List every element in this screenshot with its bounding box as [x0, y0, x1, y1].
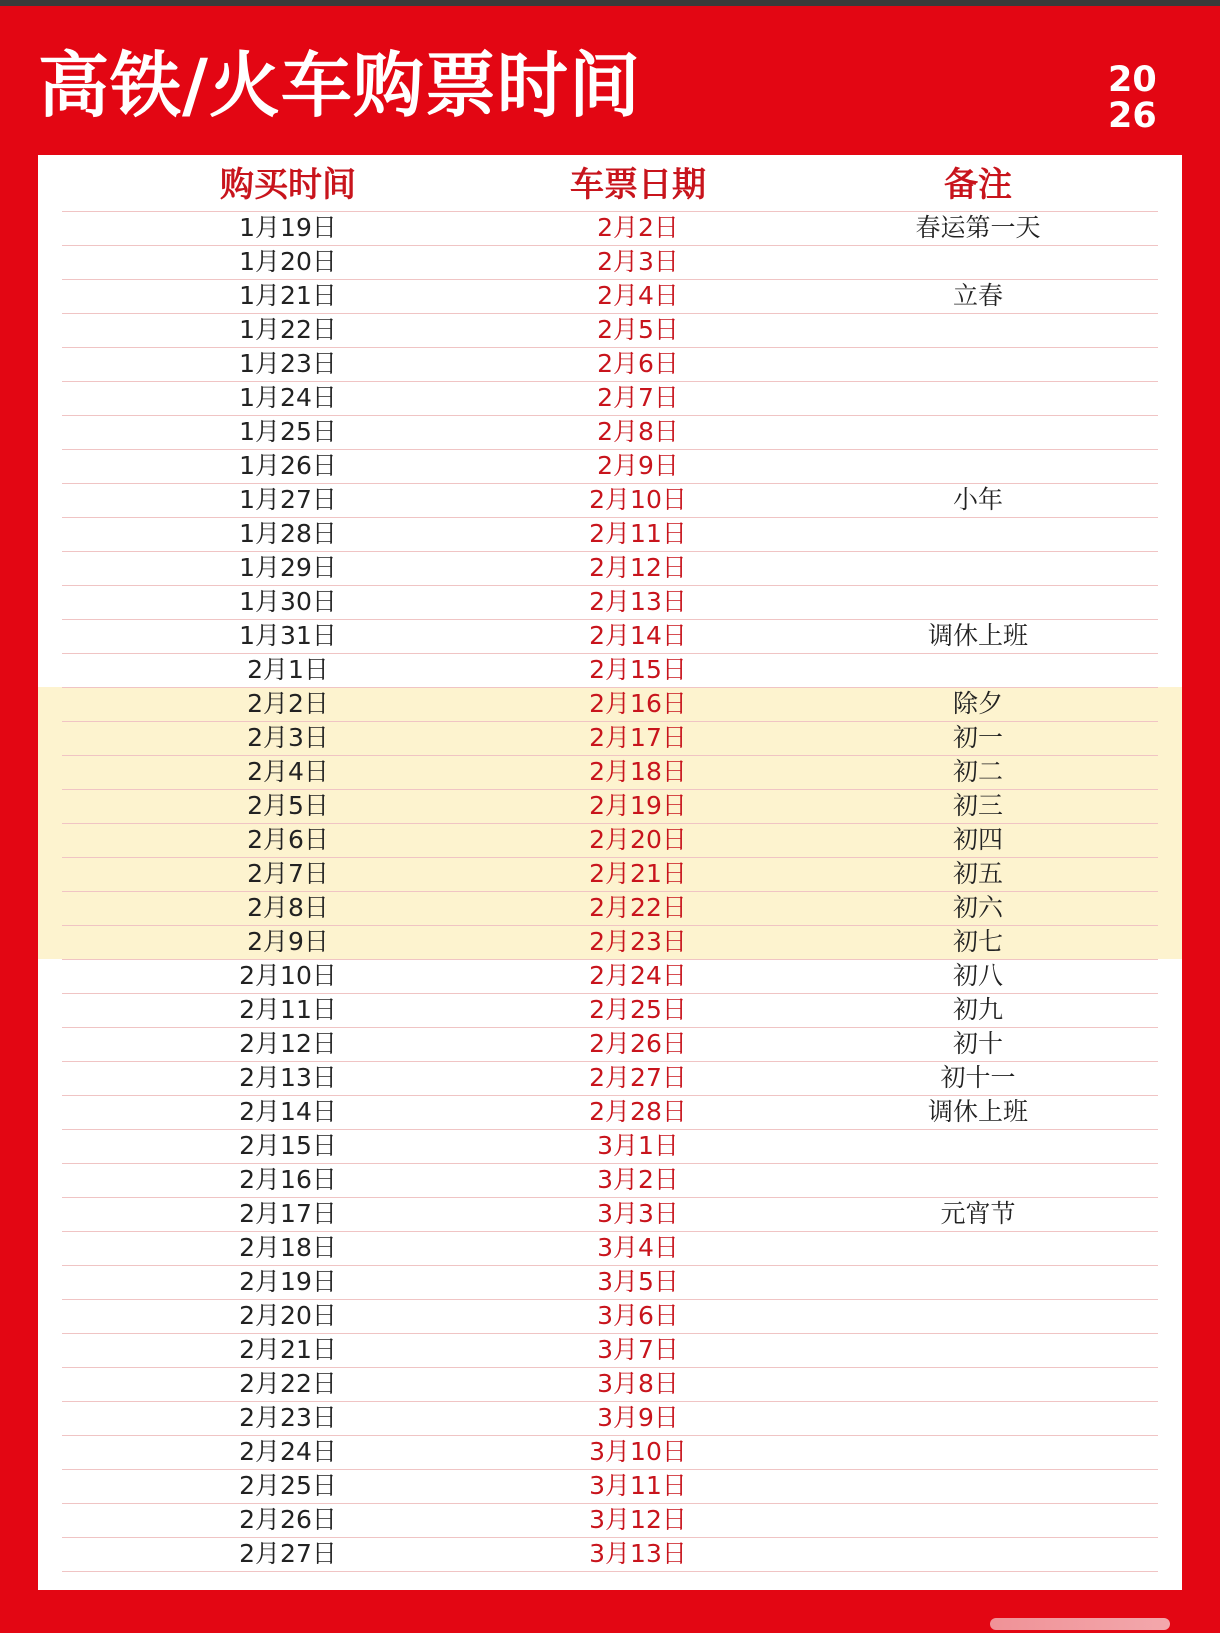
table-row: [38, 1265, 1182, 1299]
table-row: [38, 1401, 1182, 1435]
ticket-date-cell: 2月27日: [589, 1063, 687, 1092]
table-row: [38, 1435, 1182, 1469]
ticket-date-cell: 3月3日: [597, 1199, 679, 1228]
table-row: [38, 1163, 1182, 1197]
table-row: [38, 347, 1182, 381]
year-part-1: 20: [1108, 60, 1157, 100]
table-row: [38, 1027, 1182, 1061]
buy-date-cell: 2月9日: [247, 927, 329, 956]
buy-date-cell: 2月24日: [239, 1437, 337, 1466]
ticket-date-cell: 2月16日: [589, 689, 687, 718]
table-row: [38, 755, 1182, 789]
buy-date-cell: 1月20日: [239, 247, 337, 276]
buy-date-cell: 1月31日: [239, 621, 337, 650]
buy-date-cell: 2月12日: [239, 1029, 337, 1058]
table-row: [38, 789, 1182, 823]
buy-date-cell: 2月1日: [247, 655, 329, 684]
buy-date-cell: 2月3日: [247, 723, 329, 752]
buy-date-cell: 1月23日: [239, 349, 337, 378]
ticket-date-cell: 2月17日: [589, 723, 687, 752]
table-row: [38, 517, 1182, 551]
schedule-table: [38, 155, 1182, 1590]
buy-date-cell: 2月8日: [247, 893, 329, 922]
note-cell: 初一: [952, 723, 1003, 752]
ticket-date-cell: 2月8日: [597, 417, 679, 446]
table-row: [38, 619, 1182, 653]
table-row: [38, 857, 1182, 891]
ticket-date-cell: 2月22日: [589, 893, 687, 922]
ticket-date-cell: 2月12日: [589, 553, 687, 582]
buy-date-cell: 1月19日: [239, 213, 337, 242]
table-row: [38, 1503, 1182, 1537]
ticket-date-cell: 2月10日: [589, 485, 687, 514]
buy-date-cell: 1月24日: [239, 383, 337, 412]
buy-date-cell: 2月16日: [239, 1165, 337, 1194]
table-row: [38, 381, 1182, 415]
table-row: [38, 1367, 1182, 1401]
buy-date-cell: 2月18日: [239, 1233, 337, 1262]
table-row: [38, 1469, 1182, 1503]
ticket-date-cell: 2月6日: [597, 349, 679, 378]
ticket-date-cell: 3月7日: [597, 1335, 679, 1364]
ticket-date-cell: 2月2日: [597, 213, 679, 242]
buy-date-cell: 2月15日: [239, 1131, 337, 1160]
top-edge-bar: [0, 0, 1220, 6]
note-cell: 除夕: [952, 689, 1003, 718]
table-row: [38, 415, 1182, 449]
table-row: [38, 449, 1182, 483]
table-row: [38, 1095, 1182, 1129]
ticket-date-cell: 2月24日: [589, 961, 687, 990]
table-row: [38, 279, 1182, 313]
note-cell: 调休上班: [927, 621, 1028, 650]
buy-date-cell: 2月4日: [247, 757, 329, 786]
table-row: [38, 959, 1182, 993]
buy-date-cell: 2月7日: [247, 859, 329, 888]
buy-date-cell: 2月6日: [247, 825, 329, 854]
table-row: [38, 823, 1182, 857]
note-cell: 初四: [952, 825, 1003, 854]
buy-date-cell: 2月19日: [239, 1267, 337, 1296]
table-row: [38, 245, 1182, 279]
ticket-date-cell: 3月8日: [597, 1369, 679, 1398]
ticket-date-cell: 3月2日: [597, 1165, 679, 1194]
table-row: [38, 551, 1182, 585]
buy-date-cell: 2月17日: [239, 1199, 337, 1228]
watermark: [990, 1618, 1170, 1630]
table-row: [38, 721, 1182, 755]
ticket-date-cell: 2月19日: [589, 791, 687, 820]
note-cell: 调休上班: [927, 1097, 1028, 1126]
table-row: [38, 313, 1182, 347]
table-row: [38, 1333, 1182, 1367]
note-cell: 春运第一天: [915, 213, 1041, 242]
ticket-date-cell: 2月11日: [589, 519, 687, 548]
year-badge: [1108, 62, 1156, 134]
ticket-date-cell: 3月5日: [597, 1267, 679, 1296]
ticket-date-cell: 3月1日: [597, 1131, 679, 1160]
ticket-date-cell: 3月6日: [597, 1301, 679, 1330]
buy-date-cell: 2月27日: [239, 1539, 337, 1568]
table-row: [38, 1061, 1182, 1095]
table-bottom-divider: [62, 1571, 1158, 1572]
ticket-date-cell: 2月15日: [589, 655, 687, 684]
buy-date-cell: 2月20日: [239, 1301, 337, 1330]
ticket-date-cell: 3月11日: [589, 1471, 687, 1500]
header-buy-time: 购买时间: [220, 165, 356, 205]
ticket-date-cell: 2月18日: [589, 757, 687, 786]
ticket-date-cell: 2月28日: [589, 1097, 687, 1126]
ticket-date-cell: 2月14日: [589, 621, 687, 650]
buy-date-cell: 2月21日: [239, 1335, 337, 1364]
table-header: [38, 155, 1182, 211]
note-cell: 初十一: [940, 1063, 1016, 1092]
buy-date-cell: 1月28日: [239, 519, 337, 548]
ticket-date-cell: 2月25日: [589, 995, 687, 1024]
buy-date-cell: 2月26日: [239, 1505, 337, 1534]
table-row: [38, 687, 1182, 721]
note-cell: 立春: [952, 281, 1003, 310]
note-cell: 初二: [952, 757, 1003, 786]
table-row: [38, 891, 1182, 925]
header-note: 备注: [944, 165, 1012, 205]
note-cell: 初十: [952, 1029, 1003, 1058]
buy-date-cell: 1月29日: [239, 553, 337, 582]
note-cell: 元宵节: [940, 1199, 1016, 1228]
note-cell: 初六: [952, 893, 1003, 922]
buy-date-cell: 1月27日: [239, 485, 337, 514]
ticket-date-cell: 2月5日: [597, 315, 679, 344]
ticket-date-cell: 2月23日: [589, 927, 687, 956]
buy-date-cell: 1月22日: [239, 315, 337, 344]
ticket-date-cell: 2月4日: [597, 281, 679, 310]
ticket-date-cell: 2月26日: [589, 1029, 687, 1058]
table-row: [38, 1197, 1182, 1231]
note-cell: 初九: [952, 995, 1003, 1024]
buy-date-cell: 1月25日: [239, 417, 337, 446]
header-ticket-date: 车票日期: [570, 165, 706, 205]
ticket-date-cell: 2月21日: [589, 859, 687, 888]
ticket-date-cell: 3月4日: [597, 1233, 679, 1262]
table-row: [38, 1299, 1182, 1333]
page-title: 高铁/火车购票时间: [38, 44, 641, 127]
buy-date-cell: 2月5日: [247, 791, 329, 820]
buy-date-cell: 2月25日: [239, 1471, 337, 1500]
buy-date-cell: 1月26日: [239, 451, 337, 480]
buy-date-cell: 1月21日: [239, 281, 337, 310]
buy-date-cell: 2月13日: [239, 1063, 337, 1092]
table-row: [38, 925, 1182, 959]
table-row: [38, 483, 1182, 517]
buy-date-cell: 2月10日: [239, 961, 337, 990]
buy-date-cell: 2月14日: [239, 1097, 337, 1126]
table-row: [38, 653, 1182, 687]
note-cell: 初五: [952, 859, 1003, 888]
ticket-date-cell: 2月20日: [589, 825, 687, 854]
ticket-date-cell: 2月3日: [597, 247, 679, 276]
ticket-date-cell: 2月13日: [589, 587, 687, 616]
ticket-date-cell: 3月10日: [589, 1437, 687, 1466]
buy-date-cell: 2月2日: [247, 689, 329, 718]
buy-date-cell: 2月11日: [239, 995, 337, 1024]
buy-date-cell: 2月23日: [239, 1403, 337, 1432]
ticket-date-cell: 2月7日: [597, 383, 679, 412]
table-row: [38, 1537, 1182, 1571]
table-row: [38, 1129, 1182, 1163]
ticket-date-cell: 2月9日: [597, 451, 679, 480]
table-row: [38, 1231, 1182, 1265]
ticket-date-cell: 3月12日: [589, 1505, 687, 1534]
buy-date-cell: 1月30日: [239, 587, 337, 616]
ticket-date-cell: 3月9日: [597, 1403, 679, 1432]
note-cell: 小年: [952, 485, 1003, 514]
note-cell: 初七: [952, 927, 1003, 956]
note-cell: 初三: [952, 791, 1003, 820]
table-row: [38, 993, 1182, 1027]
buy-date-cell: 2月22日: [239, 1369, 337, 1398]
table-row: [38, 585, 1182, 619]
table-row: [38, 211, 1182, 245]
note-cell: 初八: [952, 961, 1003, 990]
ticket-date-cell: 3月13日: [589, 1539, 687, 1568]
year-part-2: 26: [1108, 96, 1157, 136]
